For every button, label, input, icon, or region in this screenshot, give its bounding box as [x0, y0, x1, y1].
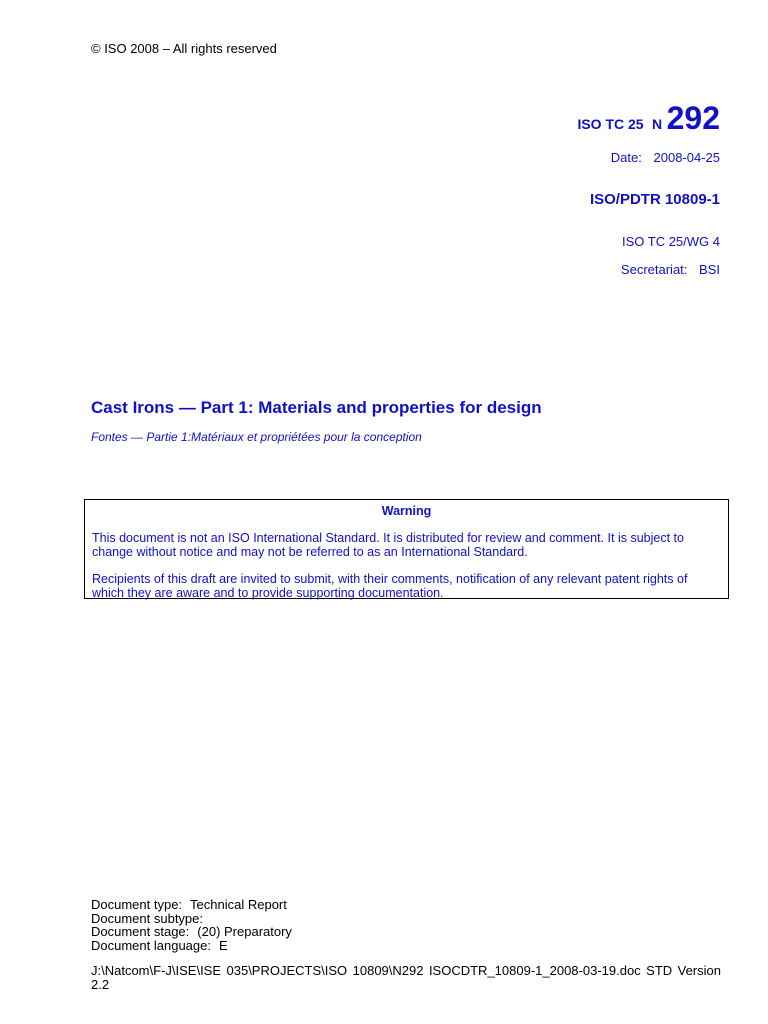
working-group: ISO TC 25/WG 4 — [621, 234, 720, 249]
meta-language-label: Document language: — [91, 937, 211, 953]
secretariat-label: Secretariat: — [620, 262, 688, 277]
n-label: N — [652, 116, 663, 132]
committee-reference — [577, 100, 720, 137]
file-path: J:\Natcom\F-J\ISE\ISE 035\PROJECTS\ISO 10809\N292 ISOCDTR_10809-1_2008-03-19.doc STD Version 2.2 — [91, 963, 721, 992]
document-title: Cast Irons — Part 1: Materials and properties for design — [91, 398, 542, 417]
copyright-notice: © ISO 2008 – All rights reserved — [91, 41, 277, 56]
committee-prefix: ISO TC 25 — [577, 116, 644, 132]
date-line — [611, 150, 720, 165]
warning-heading: Warning — [381, 504, 432, 518]
meta-type-label: Document type: — [91, 897, 183, 912]
document-metadata — [91, 898, 292, 952]
meta-stage-value: (20) Preparatory — [197, 924, 292, 939]
warning-paragraph-1: This document is not an ISO International Standard. It is distributed for review and comment. It is subject to change without notice and may not be referred to as an International Standard. — [92, 531, 684, 559]
warning-paragraph-2: Recipients of this draft are invited to submit, with their comments, notification of any relevant patent rights of which they are aware and to provide supporting documentation. — [92, 572, 688, 600]
meta-subtype-row — [91, 912, 292, 926]
secretariat-line — [621, 262, 720, 277]
meta-type-value: Technical Report — [190, 897, 287, 912]
warning-box — [84, 499, 729, 599]
date-label: Date: — [610, 150, 642, 165]
meta-subtype-label: Document subtype: — [91, 910, 204, 926]
meta-stage-label: Document stage: — [91, 924, 190, 939]
document-number: ISO/PDTR 10809-1 — [589, 191, 720, 208]
secretariat-value: BSI — [699, 262, 720, 277]
meta-stage-row — [91, 925, 292, 939]
document-subtitle: Fontes — Partie 1:Matériaux et propriétées pour la conception — [91, 430, 422, 444]
meta-type-row — [91, 898, 292, 912]
document-n-number: 292 — [666, 100, 720, 136]
date-value: 2008-04-25 — [653, 150, 720, 165]
meta-language-row — [91, 939, 292, 953]
meta-language-value: E — [218, 937, 228, 953]
